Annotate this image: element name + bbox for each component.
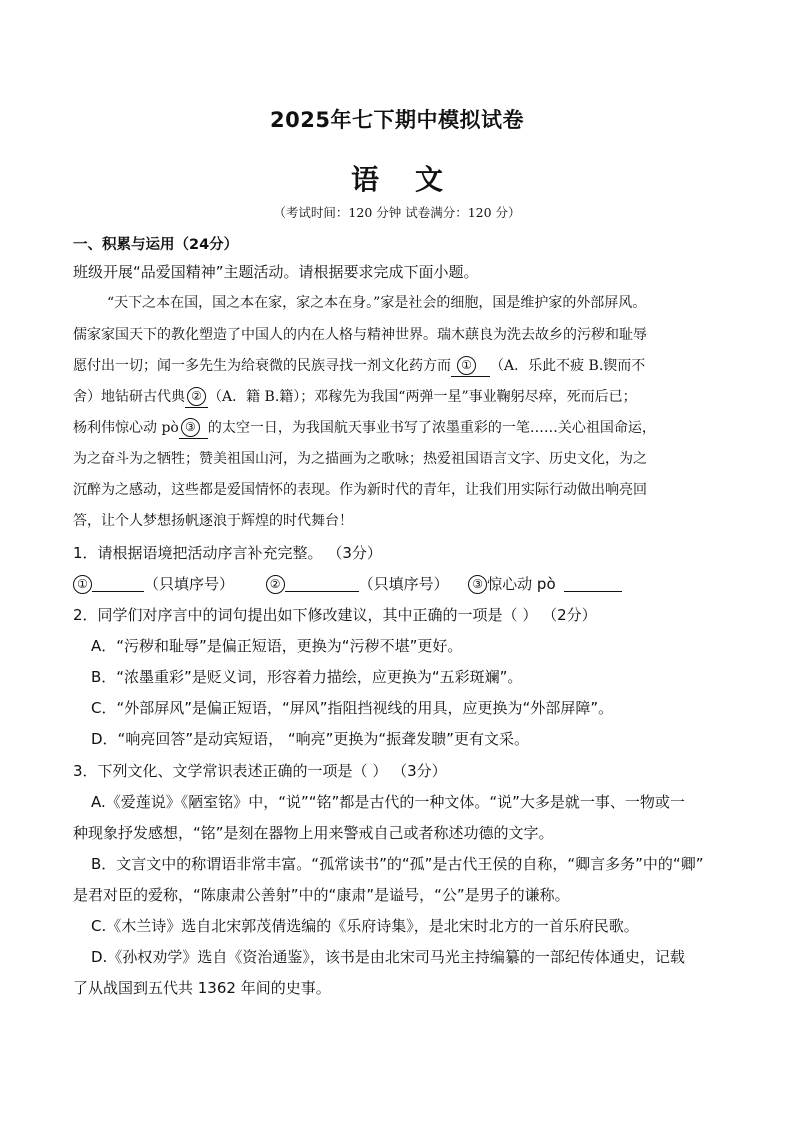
answer-blank-3[interactable] [564, 575, 622, 592]
passage-text: 愿付出一切；闻一多先生为给衰微的民族寻找一剂文化药方而 [73, 358, 451, 374]
passage-text: （A．籍 B.籍）；邓稼先为我国“两弹一星”事业鞠躬尽瘁，死而后已； [208, 389, 637, 405]
answer-hint-3: 惊心动 pò [487, 575, 556, 593]
exam-title: 2025年七下期中模拟试卷 [270, 108, 524, 132]
question-2-option-d[interactable]: D．“响亮回答”是动宾短语， “响亮”更换为“振聋发聩”更有文采。 [91, 730, 529, 748]
passage-text: （A．乐此不疲 B.锲而不 [490, 358, 646, 374]
passage-line-1: “天下之本在国，国之本在家，家之本在身。”家是社会的细胞，国是维护家的外部屏风。 [107, 295, 647, 311]
blank-3[interactable] [179, 418, 208, 439]
passage-text: 舍）地钻研古代典 [73, 389, 185, 405]
question-2-option-a[interactable]: A．“污秽和耻辱”是偏正短语，更换为“污秽不堪”更好。 [91, 637, 463, 655]
passage-line-2: 儒家家国天下的教化塑造了中国人的内在人格与精神世界。瑞木蕻良为洗去故乡的污秽和耻辱 [73, 327, 647, 343]
answer-blank-2[interactable] [285, 575, 359, 592]
question-1-stem: 1．请根据语境把活动序言补充完整。 （3分） [73, 544, 382, 562]
passage-line-8: 答，让个人梦想扬帆逐浪于辉煌的时代舞台！ [73, 513, 353, 529]
section-intro: 班级开展“品爱国精神”主题活动。请根据要求完成下面小题。 [73, 263, 479, 281]
answer-marker-1: ① [73, 575, 92, 594]
passage-text: 的太空一日，为我国航天事业书写了浓墨重彩的一笔……关心祖国命运， [207, 420, 656, 436]
passage-text: 杨利伟惊心动 pò [73, 420, 179, 436]
passage-line-5 [73, 418, 656, 439]
question-1-answers [73, 574, 622, 594]
question-2-stem: 2．同学们对序言中的词句提出如下修改建议，其中正确的一项是（ ） （2分） [73, 606, 597, 624]
passage-line-6: 为之奋斗为之牺牲；赞美祖国山河，为之描画为之歌咏；热爱祖国语言文字、历史文化，为之 [73, 451, 647, 467]
question-3-option-c[interactable]: C.《木兰诗》选自北宋郭茂倩选编的《乐府诗集》，是北宋时北方的一首乐府民歌。 [91, 917, 639, 935]
answer-marker-2: ② [266, 575, 285, 594]
question-3-stem: 3．下列文化、文学常识表述正确的一项是（ ） （3分） [73, 762, 447, 780]
answer-marker-3: ③ [468, 575, 487, 594]
blank-marker-2: ② [187, 387, 206, 406]
blank-2[interactable] [185, 387, 208, 408]
subject-title: 语文 [350, 163, 479, 196]
question-2-option-b[interactable]: B．“浓墨重彩”是贬义词，形容着力描绘，应更换为“五彩斑斓”。 [91, 668, 523, 686]
answer-hint-1: （只填序号） [144, 575, 235, 593]
question-2-option-c[interactable]: C．“外部屏风”是偏正短语，“屏风”指阻挡视线的用具，应更换为“外部屏障”。 [91, 699, 614, 717]
answer-blank-1[interactable] [92, 575, 144, 592]
question-3-option-b[interactable]: B．文言文中的称谓语非常丰富。“孤常读书”的“孤”是古代王侯的自称，“卿言多务”中的“卿” [91, 855, 704, 873]
blank-marker-3: ③ [181, 418, 200, 437]
answer-hint-2: （只填序号） [358, 575, 449, 593]
question-3-option-d-cont: 了从战国到五代共 1362 年间的史事。 [73, 979, 331, 997]
blank-1[interactable] [451, 356, 490, 377]
question-3-option-d[interactable]: D.《孙权劝学》选自《资治通鉴》，该书是由北宋司马光主持编纂的一部纪传体通史，记载 [91, 948, 685, 966]
exam-info: （考试时间：120 分钟 试卷满分：120 分） [273, 205, 521, 220]
question-3-option-a-cont: 种现象抒发感想，“铭”是刻在器物上用来警戒自己或者称述功德的文字。 [73, 824, 554, 842]
question-3-option-b-cont: 是君对臣的爱称，“陈康肃公善射”中的“康肃”是谥号，“公”是男子的谦称。 [73, 886, 570, 904]
passage-line-3 [73, 356, 645, 377]
passage-line-7: 沉醉为之感动，这些都是爱国情怀的表现。作为新时代的青年，让我们用实际行动做出响亮回 [73, 482, 647, 498]
section-heading: 一、积累与运用（24分） [73, 237, 239, 253]
passage-line-4 [73, 387, 637, 408]
blank-marker-1: ① [457, 356, 476, 375]
question-3-option-a[interactable]: A.《爱莲说》《陋室铭》中，“说”“铭”都是古代的一种文体。“说”大多是就一事、一物或一 [91, 793, 685, 811]
